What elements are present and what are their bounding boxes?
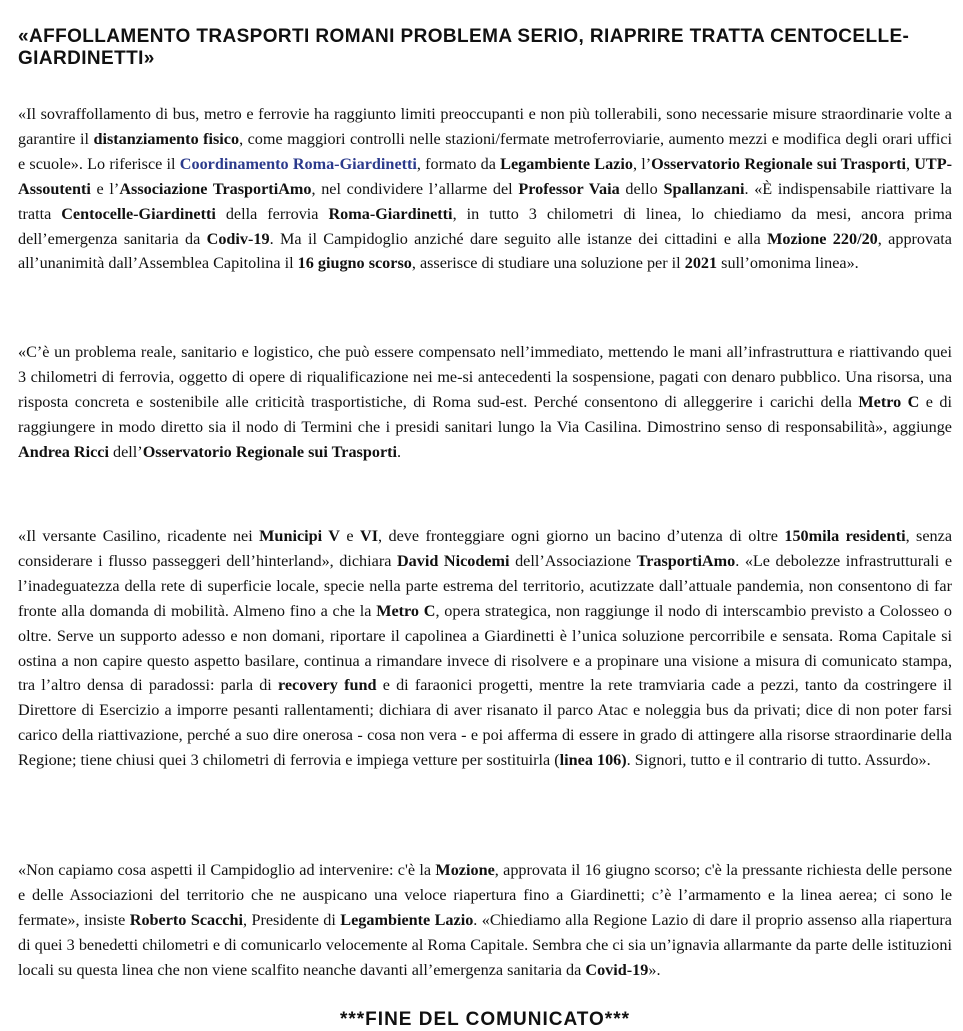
bold-text: Mozione xyxy=(435,861,495,879)
bold-text: Roberto Scacchi xyxy=(129,910,243,929)
bold-text: Osservatorio Regionale sui Trasporti xyxy=(651,154,906,173)
bold-text: Associazione TrasportiAmo xyxy=(119,179,312,198)
paragraph-4 xyxy=(18,858,952,983)
text-run: , deve fronteggiare ogni giorno un bacino d’utenza di oltre xyxy=(378,527,785,545)
bold-text: Legambiente Lazio xyxy=(500,154,633,173)
paragraph-2 xyxy=(18,340,952,465)
text-run: e di faraonici progetti, mentre la rete tramviaria cade a pezzi, tanto da costringere il Direttore di Esercizio a imporre pesanti rallentamenti; dichiara di aver risanato il parco Atac e noleggia bus da privati; dice di non poter farsi carico della riattivazione, perché a suo dire onerosa - cosa non vera - e poi afferma di essere in grado di attingere alla risorse straordinarie della Regione; tiene chiusi quei 3 chilometri di ferrovia e impiega vetture per sostituirla ( xyxy=(18,676,953,770)
bold-text: UTP-Assoutenti xyxy=(18,154,952,198)
bold-text: 16 giugno scorso xyxy=(297,254,412,273)
text-run: , formato da xyxy=(416,154,501,173)
text-run: «Il versante Casilino, ricadente nei xyxy=(18,527,260,545)
text-run: , in tutto 3 chilometri di linea, lo chiediamo da mesi, ancora prima dell’emergenza sanitaria da xyxy=(18,204,953,248)
text-run: , nel condividere l’allarme del xyxy=(311,179,519,198)
bold-text: recovery fund xyxy=(277,676,377,695)
text-run: , approvata il 16 giugno scorso; c'è la pressante richiesta delle persone e delle Associazioni del territorio che ne auspicano una veloce riapertura fino a Giardinetti; c’è l’armamento e la linea aerea; ci sono le fermate», insiste xyxy=(18,861,953,929)
text-run: , senza considerare i flusso passeggeri dell’hinterland», dichiara xyxy=(18,527,953,570)
text-run: «Non capiamo cosa aspetti il Campidoglio ad intervenire: c'è la xyxy=(18,861,436,879)
text-run: dell’ xyxy=(108,442,143,461)
text-run: , l’ xyxy=(632,154,652,173)
bold-text: Osservatorio Regionale sui Trasporti xyxy=(142,442,398,461)
press-release-title: «AFFOLLAMENTO TRASPORTI ROMANI PROBLEMA SERIO, RIAPRIRE TRATTA CENTOCELLE-GIARDINETTI» xyxy=(18,26,910,69)
text-run: . «Chiediamo alla Regione Lazio di dare il proprio assenso alla riapertura di quei 3 benedetti chilometri e di comunicarlo velocemente al Roma Capitale. Sembra che ci sia un’ignavia allarmante da parte delle istituzioni locali su questa linea che non viene scalfito neanche davanti all’emergenza sanitaria da xyxy=(18,910,952,979)
bold-text: Roma-Giardinetti xyxy=(328,204,453,223)
bold-text: Andrea Ricci xyxy=(18,442,109,461)
text-run: e l’ xyxy=(90,179,120,198)
paragraph-3 xyxy=(18,524,952,773)
text-run: dello xyxy=(619,179,664,198)
text-run: . xyxy=(397,442,402,461)
bold-text: distanziamento fisico xyxy=(93,129,240,148)
text-run: sull’omonima linea». xyxy=(717,254,859,273)
press-release xyxy=(18,26,953,1030)
bold-text: 2021 xyxy=(684,254,718,273)
paragraph-1 xyxy=(18,102,952,276)
text-run: , Presidente di xyxy=(242,910,341,929)
text-run: dell’Associazione xyxy=(509,551,637,570)
text-run: . Signori, tutto e il contrario di tutto. Assurdo». xyxy=(626,751,931,770)
bold-text: Metro C xyxy=(376,601,436,620)
bold-text: Legambiente Lazio xyxy=(340,910,474,929)
bold-text: VI xyxy=(360,527,378,545)
bold-text: Mozione 220/20 xyxy=(767,229,878,248)
text-run: , approvata all’unanimità dall’Assemblea Capitolina il xyxy=(18,229,952,273)
text-run: . Ma il Campidoglio anziché dare seguito alle istanze dei cittadini e alla xyxy=(269,229,768,248)
bold-text: TrasportiAmo xyxy=(636,551,736,570)
text-run: ». xyxy=(648,960,661,979)
bold-text: Coordinamento Roma-Giardinetti xyxy=(179,154,417,173)
bold-text: Spallanzani xyxy=(663,179,745,198)
text-run: della ferrovia xyxy=(215,204,329,223)
bold-text: linea 106) xyxy=(559,751,627,770)
text-run: e di raggiungere in modo diretto sia il nodo di Termini che i presidi sanitari lungo la Via Casilina. Dimostrino senso di responsabilità», aggiunge xyxy=(18,392,953,436)
text-run: . «È indispensabile riattivare la tratta xyxy=(18,179,952,223)
bold-text: Professor Vaia xyxy=(518,179,620,198)
bold-text: Metro C xyxy=(858,392,920,411)
bold-text: 150mila residenti xyxy=(784,527,906,545)
bold-text: Covid-19 xyxy=(585,960,649,979)
text-run: , opera strategica, non raggiunge il nodo di interscambio previsto a Colosseo o oltre. Serve un supporto adesso e non domani, riportare il capolinea a Giardinetti è l’unica soluzione percorribile e sensata. Roma Capitale si ostina a non capire questo aspetto basilare, continua a rimandare invece di risolvere e a propinare una visione a misura di comunicato stampa, tra l’altro densa di paradossi: parla di xyxy=(18,601,952,695)
bold-text: David Nicodemi xyxy=(396,551,510,570)
text-run: «Il sovraffollamento di bus, metro e ferrovie ha raggiunto limiti preoccupanti e non più tollerabili, sono necessarie misure straordinarie volte a garantire il xyxy=(18,105,952,148)
bold-text: Centocelle-Giardinetti xyxy=(61,204,216,223)
text-run: e xyxy=(339,527,360,545)
text-run: . «Le debolezze infrastrutturali e l’inadeguatezza della rete di superficie locale, specie nella parte estrema del territorio, acutizzate dall’attuale pandemia, non consentono di far fronte alla domanda di mobilità. Almeno fino a che la xyxy=(18,551,953,620)
text-run: «C’è un problema reale, sanitario e logistico, che può essere compensato nell’immediato, mettendo le mani all’infrastruttura e riattivando quei 3 chilometri di ferrovia, oggetto di opere di riqualificazione nei me-si antecedenti la sospensione, pagati con denaro pubblico. Una risorsa, una risposta concreta e sostenibile alle criticità trasportistiche, di Roma sud-est. Perché consentono di alleggerire i carichi della xyxy=(18,343,952,411)
text-run: , asserisce di studiare una soluzione per il xyxy=(411,254,685,273)
bold-text: Municipi V xyxy=(259,527,340,545)
end-of-release-marker: ***FINE DEL COMUNICATO*** xyxy=(340,1009,630,1030)
text-run: , come maggiori controlli nelle stazioni/fermate metroferroviarie, aumento mezzi e modifica degli orari uffici e scuole». Lo riferisce il xyxy=(18,129,953,173)
text-run: , xyxy=(905,154,915,173)
bold-text: Codiv-19 xyxy=(206,229,270,248)
